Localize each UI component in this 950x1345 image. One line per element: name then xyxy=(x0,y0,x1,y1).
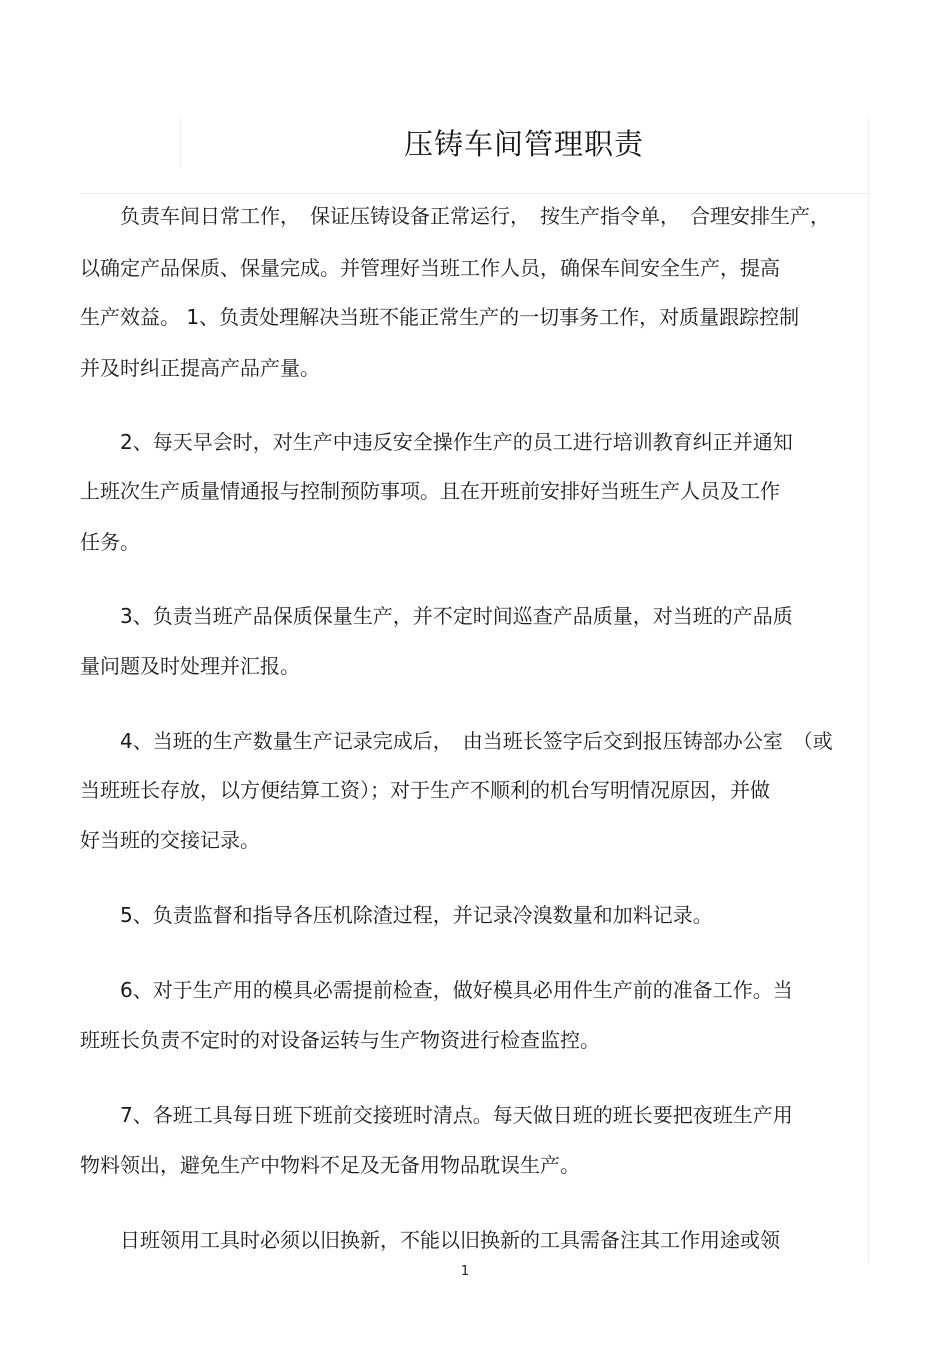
table-border-right xyxy=(868,118,869,1263)
paragraph-line: 并及时纠正提高产品产量。 xyxy=(80,356,320,380)
paragraph-line: 量问题及时处理并汇报。 xyxy=(80,654,300,678)
paragraph-line: 好当班的交接记录。 xyxy=(80,828,260,852)
paragraph-line: 3、负责当班产品保质保量生产，并不定时间巡查产品质量，对当班的产品质 xyxy=(120,604,793,628)
paragraph-line: 上班次生产质量情通报与控制预防事项。且在开班前安排好当班生产人员及工作 xyxy=(80,479,780,503)
paragraph-line: 2、每天早会时，对生产中违反安全操作生产的员工进行培训教育纠正并通知 xyxy=(120,430,793,454)
paragraph-line: 当班班长存放，以方便结算工资）；对于生产不顺利的机台写明情况原因，并做 xyxy=(80,778,770,802)
paragraph-line: 物料领出，避免生产中物料不足及无备用物品耽误生产。 xyxy=(80,1153,580,1177)
paragraph-line: 负责车间日常工作， 保证压铸设备正常运行， 按生产指令单， 合理安排生产， xyxy=(120,204,830,228)
paragraph-line: 7、各班工具每日班下班前交接班时清点。每天做日班的班长要把夜班生产用 xyxy=(120,1103,793,1127)
paragraph-line: 日班领用工具时必须以旧换新，不能以旧换新的工具需备注其工作用途或领 xyxy=(120,1228,780,1252)
table-border-top xyxy=(80,193,870,194)
paragraph-line: 生产效益。 1、负责处理解决当班不能正常生产的一切事务工作，对质量跟踪控制 xyxy=(80,305,800,329)
paragraph-line: 5、负责监督和指导各压机除渣过程，并记录冷溴数量和加料记录。 xyxy=(120,903,713,927)
document-title: 压铸车间管理职责 xyxy=(403,127,644,161)
paragraph-line: 班班长负责不定时的对设备运转与生产物资进行检查监控。 xyxy=(80,1028,600,1052)
page-number: 1 xyxy=(460,1264,470,1279)
paragraph-line: 任务。 xyxy=(80,530,140,554)
paragraph-line: 以确定产品保质、保量完成。并管理好当班工作人员，确保车间安全生产，提高 xyxy=(80,256,780,280)
paragraph-line: 4、当班的生产数量生产记录完成后， 由当班长签字后交到报压铸部办公室 （或 xyxy=(120,729,833,753)
paragraph-line: 6、对于生产用的模具必需提前检查，做好模具必用件生产前的准备工作。当 xyxy=(120,978,793,1002)
